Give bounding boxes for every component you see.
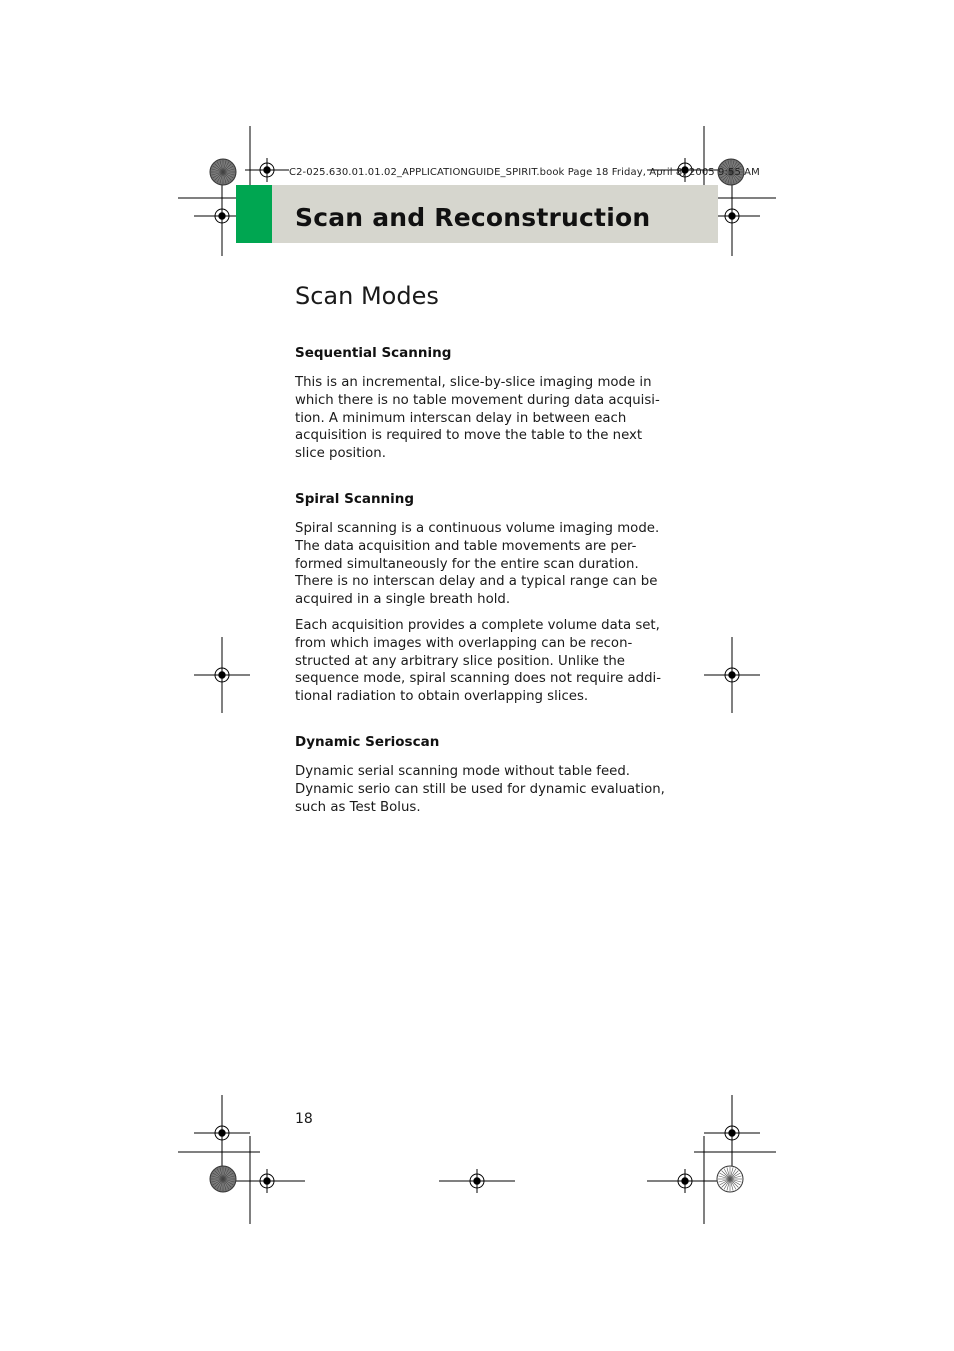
text-line: There is no interscan delay and a typical range can be <box>295 574 658 590</box>
text-line: sequence mode, spiral scanning does not require addi- <box>295 671 662 687</box>
registration-dot <box>682 1178 688 1184</box>
text-line: slice position. <box>295 446 386 462</box>
page-number: 18 <box>295 1111 313 1127</box>
subheading-dynamic: Dynamic Serioscan <box>295 733 440 750</box>
subheading-sequential: Sequential Scanning <box>295 345 452 361</box>
subheading-spiral: Spiral Scanning <box>295 490 415 507</box>
registration-dot <box>264 167 270 173</box>
registration-dot <box>264 1178 270 1184</box>
paragraph-sequential <box>295 374 660 463</box>
registration-dot <box>474 1178 480 1184</box>
chapter-title: Scan and Reconstruction <box>295 203 651 232</box>
text-line: Each acquisition provides a complete volume data set, <box>295 617 660 633</box>
registration-dot <box>729 672 735 678</box>
text-line: Spiral scanning is a continuous volume imaging mode. <box>295 520 660 536</box>
registration-dot <box>729 1130 735 1136</box>
section-content <box>295 344 665 824</box>
print-slug-line: C2-025.630.01.01.02_APPLICATIONGUIDE_SPIRIT.book Page 18 Friday, April 8, 2005 9:55 AM <box>289 167 760 178</box>
text-line: tion. A minimum interscan delay in between each <box>295 410 627 426</box>
text-line: such as Test Bolus. <box>295 799 421 815</box>
text-line: This is an incremental, slice-by-slice imaging mode in <box>295 375 652 390</box>
paragraph-dynamic <box>295 763 665 816</box>
registration-dot <box>219 672 225 678</box>
registration-dot <box>219 1130 225 1136</box>
text-line: from which images with overlapping can be recon- <box>295 635 633 651</box>
text-line: acquisition is required to move the table to the next <box>295 428 643 444</box>
paragraph-spiral-1 <box>295 520 660 609</box>
text-line: acquired in a single breath hold. <box>295 592 511 608</box>
registration-dot <box>729 213 735 219</box>
chapter-header-band <box>236 185 718 243</box>
text-line: structed at any arbitrary slice position. Unlike the <box>295 653 625 669</box>
chapter-accent-bar <box>236 185 272 243</box>
text-line: Dynamic serial scanning mode without table feed. <box>295 763 630 779</box>
text-line: The data acquisition and table movements are per- <box>295 538 637 554</box>
registration-dot <box>219 213 225 219</box>
paragraph-spiral-2 <box>295 617 662 706</box>
text-line: formed simultaneously for the entire scan duration. <box>295 556 639 572</box>
text-line: Dynamic serio can still be used for dynamic evaluation, <box>295 781 665 797</box>
text-line: tional radiation to obtain overlapping slices. <box>295 689 589 705</box>
text-line: which there is no table movement during data acquisi- <box>295 392 660 408</box>
section-title: Scan Modes <box>295 282 439 310</box>
